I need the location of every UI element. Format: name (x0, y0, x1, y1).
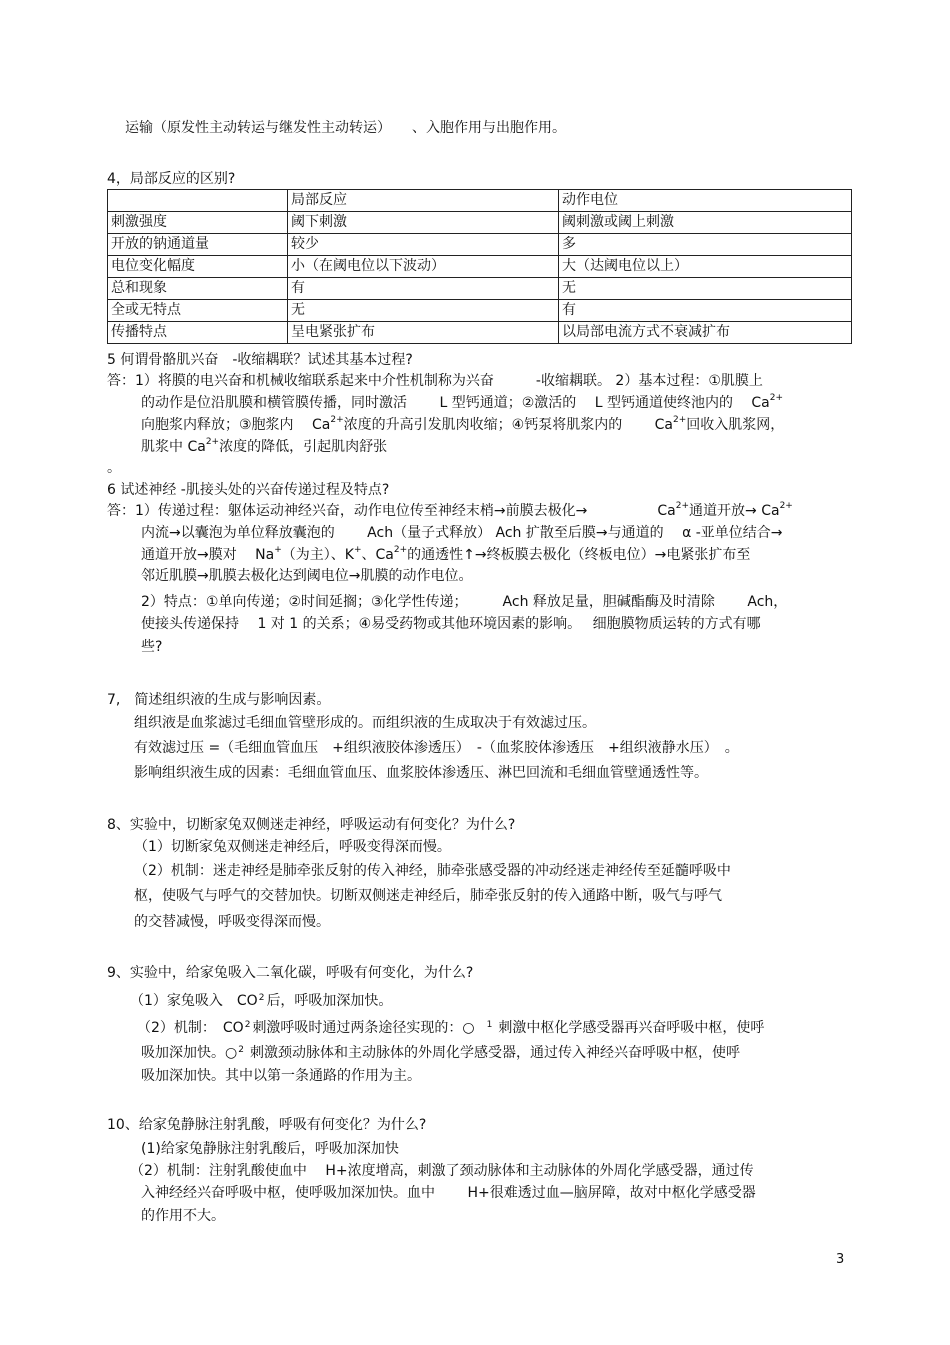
q6-line: 邻近肌膜→肌膜去极化达到阈电位→肌膜的动作电位。 (141, 568, 473, 584)
table-header-cell: 局部反应 (288, 190, 559, 212)
q8-line: （2）机制：迷走神经是肺牵张反射的传入神经，肺牵张感受器的冲动经迷走神经传至延髓呼吸中 (134, 863, 731, 879)
table-cell: 大（达阈电位以上） (559, 256, 852, 278)
q6-line: 2）特点：①单向传递；②时间延搁；③化学性传递； Ach 释放足量，胆碱酯酶及时清除 Ach， (141, 594, 788, 610)
q9-text: 后，呼吸加深加快。 (266, 993, 393, 1009)
q5-line (141, 437, 387, 457)
superscript: 2+ (330, 415, 344, 425)
transport-line: 运输（原发性主动转运与继发性主动转运） 、入胞作用与出胞作用。 (125, 120, 566, 136)
q7-line: 组织液是血浆滤过毛细血管壁形成的。而组织液的生成取决于有效滤过压。 (134, 715, 596, 731)
superscript: 2+ (205, 437, 220, 447)
q6-text: 的通透性↑→终板膜去极化（终板电位）→电紧张扩布至 (407, 547, 751, 563)
table-cell: 传播特点 (108, 322, 288, 344)
q9-text: 刺激呼吸时通过两条途径实现的：○ (252, 1020, 475, 1036)
table-cell: 多 (559, 234, 852, 256)
q9-line (130, 988, 392, 1011)
q6-text: 、Ca (361, 547, 394, 563)
q5-text: 浓度的降低，引起肌肉舒张 (219, 439, 388, 455)
q8-line: 枢，使吸气与呼气的交替加快。切断双侧迷走神经后，肺牵张反射的传入通路中断，吸气与呼气 (134, 888, 722, 904)
q8-title: 8、实验中，切断家兔双侧迷走神经，呼吸运动有何变化？为什么? (107, 817, 516, 833)
q10-line: 入神经经兴奋呼吸中枢，使呼吸加深加快。血中 H+很难透过血—脑屏障，故对中枢化学感受器 (141, 1185, 756, 1201)
q7-line: 影响组织液生成的因素：毛细血管血压、血浆胶体渗透压、淋巴回流和毛细血管壁通透性等。 (134, 765, 708, 781)
q5-line (141, 393, 783, 413)
table-header-row (108, 190, 852, 212)
table-cell: 有 (288, 278, 559, 300)
table-cell: 以局部电流方式不衰减扩布 (559, 322, 852, 344)
q10-title: 10、给家兔静脉注射乳酸，呼吸有何变化？为什么? (107, 1117, 427, 1133)
q9-line (141, 1040, 740, 1063)
table-header-cell (108, 190, 288, 212)
q7-title: 7, 简述组织液的生成与影响因素。 (107, 692, 331, 708)
q5-line: 答：1）将膜的电兴奋和机械收缩联系起来中介性机制称为兴奋 -收缩耦联。 2）基本过程：①肌膜上 (107, 373, 763, 389)
superscript: 2+ (675, 501, 690, 511)
table-cell: 有 (559, 300, 852, 322)
q5-line (141, 415, 784, 435)
table-row (108, 256, 852, 278)
table-cell: 呈电紧张扩布 (288, 322, 559, 344)
q9-text: （1）家兔吸入 CO (130, 993, 258, 1009)
table-cell: 无 (288, 300, 559, 322)
q9-text: 刺激颈动脉体和主动脉体的外周化学感受器，通过传入神经兴奋呼吸中枢，使呼 (249, 1045, 740, 1061)
table-row (108, 278, 852, 300)
table-cell: 刺激强度 (108, 212, 288, 234)
table-row (108, 212, 852, 234)
table-cell: 阈下刺激 (288, 212, 559, 234)
superscript: 2+ (673, 415, 687, 425)
page-number: 3 (836, 1252, 845, 1267)
table-cell: 无 (559, 278, 852, 300)
q6-text: Ca (657, 503, 676, 519)
q4-title: 4，局部反应的区别? (107, 171, 236, 187)
q5-line: 。 (107, 460, 121, 476)
q6-line: 内流→以囊泡为单位释放囊泡的 Ach（量子式释放） Ach 扩散至后膜→与通道的 α -亚单位结合→ (141, 525, 783, 541)
q9-line (137, 1015, 764, 1038)
subscript: 2 (244, 1020, 251, 1030)
table-row (108, 234, 852, 256)
q10-line: （2）机制：注射乳酸使血中 H+浓度增高，刺激了颈动脉体和主动脉体的外周化学感受器，通过传 (130, 1163, 754, 1179)
superscript: + (353, 545, 362, 555)
q8-line: （1）切断家兔双侧迷走神经后，呼吸变得深而慢。 (134, 839, 451, 855)
table-cell: 总和现象 (108, 278, 288, 300)
superscript: + (274, 545, 282, 555)
q9-text: 刺激中枢化学感受器再兴奋呼吸中枢，使呼 (498, 1020, 765, 1036)
q5-text: 回收入肌浆网， (686, 417, 785, 433)
table-row (108, 322, 852, 344)
circled-number-2: 2 (238, 1045, 244, 1055)
circled-number-1: 1 (486, 1020, 493, 1030)
q9-text: 吸加深加快。○ (141, 1045, 238, 1061)
q9-title: 9、实验中，给家兔吸入二氧化碳，呼吸有何变化，为什么? (107, 965, 474, 981)
q5-text: 的动作是位沿肌膜和横管膜传播，同时激活 L 型钙通道；②激活的 L 型钙通道使终池内的 Ca (141, 395, 770, 411)
table-cell: 全或无特点 (108, 300, 288, 322)
q6-text: 答：1）传递过程：躯体运动神经兴奋，动作电位传至神经末梢→前膜去极化→ (107, 503, 588, 519)
table-row (108, 300, 852, 322)
q10-line: 的作用不大。 (141, 1208, 225, 1224)
table-cell: 电位变化幅度 (108, 256, 288, 278)
q6-text: （为主）、K (281, 547, 354, 563)
q9-text: （2）机制： CO (137, 1020, 244, 1036)
superscript: 2+ (769, 393, 784, 403)
table-cell: 较少 (288, 234, 559, 256)
q5-text: 肌浆中 Ca (141, 439, 206, 455)
q6-line (107, 501, 793, 521)
q5-text: 向胞浆内释放；③胞浆内 Ca (141, 417, 331, 433)
q6-line: 些? (141, 639, 163, 655)
q6-line: 使接头传递保持 1 对 1 的关系；④易受药物或其他环境因素的影响。 细胞膜物质运转的方式有哪 (141, 616, 761, 632)
q9-line: 吸加深加快。其中以第一条通路的作用为主。 (141, 1068, 421, 1084)
table-cell: 开放的钠通道量 (108, 234, 288, 256)
q8-line: 的交替减慢，呼吸变得深而慢。 (134, 914, 330, 930)
q5-text: 浓度的升高引发肌肉收缩；④钙泵将肌浆内的 Ca (343, 417, 673, 433)
table-cell: 小（在阈电位以下波动） (288, 256, 559, 278)
q5-title: 5 何谓骨骼肌兴奋 -收缩耦联？试述其基本过程? (107, 352, 413, 368)
q6-title: 6 试述神经 -肌接头处的兴奋传递过程及特点? (107, 482, 390, 498)
comparison-table (107, 189, 852, 344)
q7-line: 有效滤过压 =（毛细血管血压 +组织液胶体渗透压） -（血浆胶体渗透压 +组织液静水压） 。 (134, 740, 739, 756)
q6-text: 通道开放→ Ca (689, 503, 780, 519)
table-header-cell: 动作电位 (559, 190, 852, 212)
subscript: 2 (258, 993, 265, 1003)
q10-line: (1)给家兔静脉注射乳酸后，呼吸加深加快 (141, 1141, 399, 1157)
q6-line (141, 545, 750, 565)
superscript: 2+ (393, 545, 408, 555)
table-cell: 阈刺激或阈上刺激 (559, 212, 852, 234)
q6-text: 通道开放→膜对 Na (141, 547, 275, 563)
superscript: 2+ (779, 501, 793, 511)
